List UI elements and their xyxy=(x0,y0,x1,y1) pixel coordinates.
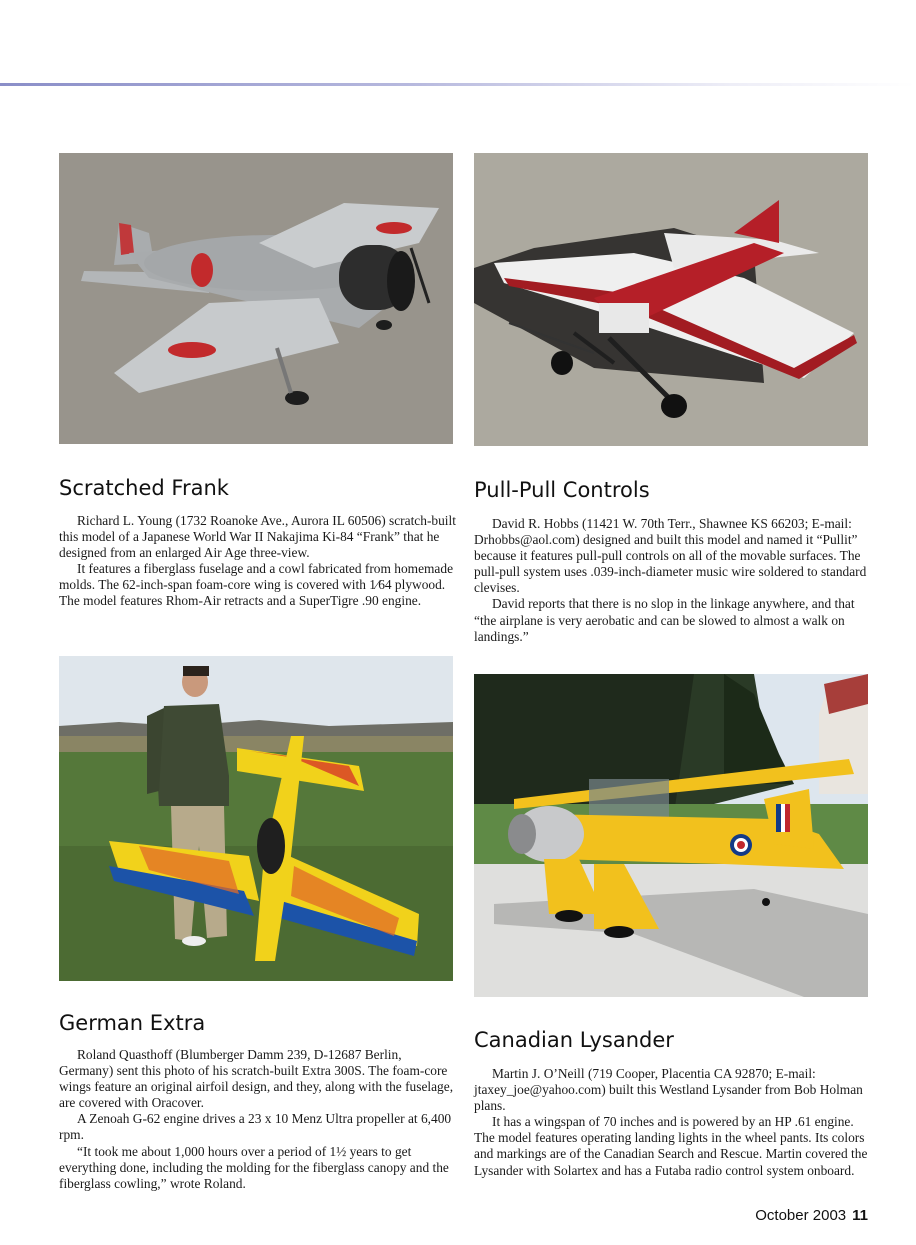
paragraph: “It took me about 1,000 hours over a period of 1½ years to get everything done, including the molding for the fiberglass canopy and the fiberglass cowling,” wrote Roland. xyxy=(59,1143,449,1191)
photo-ki84-frank xyxy=(59,153,453,444)
paragraph: David reports that there is no slop in the linkage anywhere, and that “the airplane is very aerobatic and can be slowed to almost a walk on landings.” xyxy=(474,596,855,644)
article-body-german-extra xyxy=(59,1047,457,1192)
paragraph: It features a fiberglass fuselage and a cowl fabricated from homemade molds. The 62-inch-span foam-core wing is covered with 1⁄64 plywood. The model features Rhom-Air retracts and a SuperTigre .90 engine. xyxy=(59,561,454,609)
heading-german-extra: German Extra xyxy=(59,1011,206,1035)
heading-canadian-lysander: Canadian Lysander xyxy=(474,1028,674,1052)
issue-date: October 2003 xyxy=(755,1207,847,1224)
heading-scratched-frank: Scratched Frank xyxy=(59,476,229,500)
paragraph: Roland Quasthoff (Blumberger Damm 239, D-12687 Berlin, Germany) sent this photo of his scratch-built Extra 300S. The foam-core wings feature an original airfoil design, and they, along with the fuselage, are covered with Oracover. xyxy=(59,1047,454,1111)
page-footer xyxy=(755,1207,868,1224)
paragraph: Martin J. O’Neill (719 Cooper, Placentia CA 92870; E-mail: jtaxey_joe@yahoo.com) built this Westland Lysander from Bob Holman plans. xyxy=(474,1066,863,1114)
paragraph: Richard L. Young (1732 Roanoke Ave., Aurora IL 60506) scratch-built this model of a Japanese World War II Nakajima Ki-84 “Frank” that he designed from an enlarged Air Age three-view. xyxy=(59,513,456,561)
paragraph: A Zenoah G-62 engine drives a 23 x 10 Menz Ultra propeller at 6,400 rpm. xyxy=(59,1111,452,1143)
paragraph: It has a wingspan of 70 inches and is powered by an HP .61 engine. The model features operating landing lights in the wheel pants. Its colors and markings are of the Canadian Search and Rescue. Martin covered the Lysander with Solartex and has a Futaba radio control system onboard. xyxy=(474,1114,868,1178)
photo-german-extra xyxy=(59,656,453,981)
page-number: 11 xyxy=(852,1207,868,1224)
photo-pullit xyxy=(474,153,868,446)
photo-canadian-lysander xyxy=(474,674,868,997)
article-body-canadian-lysander xyxy=(474,1066,872,1179)
article-body-scratched-frank xyxy=(59,513,457,610)
header-rule xyxy=(0,83,916,86)
heading-pull-pull-controls: Pull-Pull Controls xyxy=(474,478,650,502)
article-body-pull-pull-controls xyxy=(474,516,872,645)
paragraph: David R. Hobbs (11421 W. 70th Terr., Shawnee KS 66203; E-mail: Drhobbs@aol.com) designed and built this model and named it “Pullit” because it features pull-pull controls on all of the movable surfaces. The pull-pull system uses .039-inch-diameter music wire soldered to standard clevises. xyxy=(474,516,867,596)
